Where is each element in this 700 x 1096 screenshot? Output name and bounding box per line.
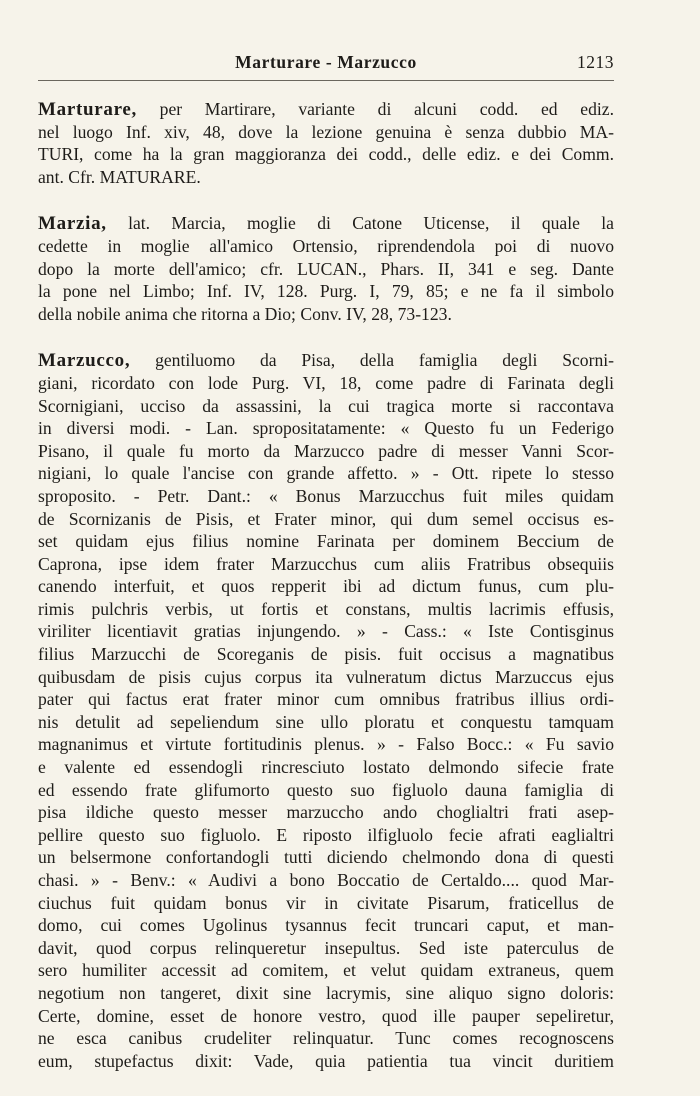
entry-line: ciuchus fuit quidam bonus vir in civitate Pisarum, fraticellus de (38, 892, 614, 913)
entry-line: dopo la morte dell'amico; cfr. LUCAN., Phars. II, 341 e seg. Dante (38, 258, 614, 279)
entry-line: un belsermone confortandogli tutti diciendo chelmondo dona di questi (38, 847, 614, 868)
entry-line: magnanimus et virtute fortitudinis plenus. » - Falso Bocc.: « Fu savio (38, 734, 614, 755)
entry-line: TURI, come ha la gran maggioranza dei codd., delle ediz. e dei Comm. (38, 144, 614, 165)
entry-line: la pone nel Limbo; Inf. IV, 128. Purg. I, 79, 85; e ne fa il simbolo (38, 281, 614, 302)
entry-line: nis detulit ad sepeliendum sine ullo ploratu et conquestu tamquam (38, 711, 614, 732)
entry-line: della nobile anima che ritorna a Dio; Conv. IV, 28, 73-123. (38, 303, 452, 324)
entry-headword: Marturare, (38, 99, 137, 120)
entry-headword: Marzucco, (38, 350, 131, 372)
entry-marzia (38, 212, 614, 325)
entry-line: rimis pulchris verbis, ut fortis et constans, multis lacrimis effusis, (38, 598, 614, 619)
entry-line: de Scornizanis de Pisis, et Frater minor, qui dum semel occisus es- (38, 508, 614, 529)
entry-line: pisa ildiche questo messer marzuccho ando choglialtri frati asep- (38, 802, 614, 823)
entry-marturare (38, 98, 614, 188)
entry-line: cedette in moglie all'amico Ortensio, riprendendola poi di nuovo (38, 235, 614, 256)
entry-line: e valente ed essendogli rincresciuto lostato delmondo sifecie frate (38, 757, 614, 778)
header-title: Marturare - Marzucco (235, 52, 417, 72)
entry-line: davit, quod corpus relinqueretur insepultus. Sed iste paterculus de (38, 937, 614, 958)
entry-line: domo, cui comes Ugolinus tysannus fecit truncari caput, et man- (38, 915, 614, 936)
entry-line: ne esca canibus crudeliter relinquatur. Tunc comes recognoscens (38, 1028, 614, 1049)
entry-line: eum, stupefactus dixit: Vade, quia patientia tua vincit duritiem (38, 1050, 614, 1071)
page-number: 1213 (577, 52, 614, 72)
entry-line: in diversi modi. - Lan. spropositatamente: « Questo fu un Federigo (38, 418, 614, 439)
entry-line: pater qui factus erat frater minor cum omnibus fratribus illius ordi- (38, 689, 614, 710)
entry-marzucco (38, 349, 614, 1072)
entry-line: giani, ricordato con lode Purg. VI, 18, come padre di Farinata degli (38, 372, 614, 393)
entry-line: ant. Cfr. MATURARE. (38, 166, 201, 187)
entry-line: Pisano, il quale fu morto da Marzucco padre di messer Vanni Scor- (38, 440, 614, 461)
page-body (38, 98, 614, 1096)
entry-line: Marzia, lat. Marcia, moglie di Catone Uticense, il quale la (38, 213, 614, 235)
entry-line: filius Marzucchi de Scoreganis de pisis. fuit occisus a magnatibus (38, 644, 614, 665)
entry-line: Caprona, ipse idem frater Marzucchus cum aliis Fratribus obsequiis (38, 553, 614, 574)
entry-line: sero humiliter accessit ad comitem, et velut quidam extraneus, quem (38, 960, 614, 981)
entry-line: chasi. » - Benv.: « Audivi a bono Boccatio de Certaldo.... quod Mar- (38, 870, 614, 890)
entry-line: Certe, domine, esset de honore vestro, quod ille pauper sepeliretur, (38, 1005, 614, 1026)
entry-headword: Marzia, (38, 213, 107, 235)
entry-line: canendo interfuit, et quos repperit ibi ad dictum funus, cum plu- (38, 576, 614, 597)
entry-line: viriliter licentiavit gratias injungendo. » - Cass.: « Iste Contisginus (38, 621, 614, 642)
running-header (38, 52, 614, 81)
entry-line: nigiani, lo quale l'ancise con grande affetto. » - Ott. ripete lo stesso (38, 463, 614, 484)
entry-line: Marturare, per Martirare, variante di alcuni codd. ed ediz. (38, 99, 614, 120)
entry-line: quibusdam de pisis cujus corpus ita vulneratum dictus Marzuccus ejus (38, 666, 614, 687)
entry-line: ed essendo frate glifumorto questo suo figluolo dauna famiglia di (38, 779, 614, 800)
entry-line: Marzucco, gentiluomo da Pisa, della famiglia degli Scorni- (38, 350, 614, 372)
entry-line: pellire questo suo figluolo. E riposto ilfigluolo fecie afrati eaglialtri (38, 824, 614, 845)
entry-line: set quidam ejus filius nomine Farinata per dominem Beccium de (38, 531, 614, 552)
entry-line: negotium non tangeret, dixit sine lacrymis, sine aliquo signo doloris: (38, 982, 614, 1003)
entry-line: Scornigiani, ucciso da assassini, la cui tragica morte si raccontava (38, 395, 614, 416)
entry-line: sproposito. - Petr. Dant.: « Bonus Marzucchus fuit miles quidam (38, 485, 614, 506)
entry-line: nel luogo Inf. xiv, 48, dove la lezione genuina è senza dubbio MA- (38, 121, 614, 142)
